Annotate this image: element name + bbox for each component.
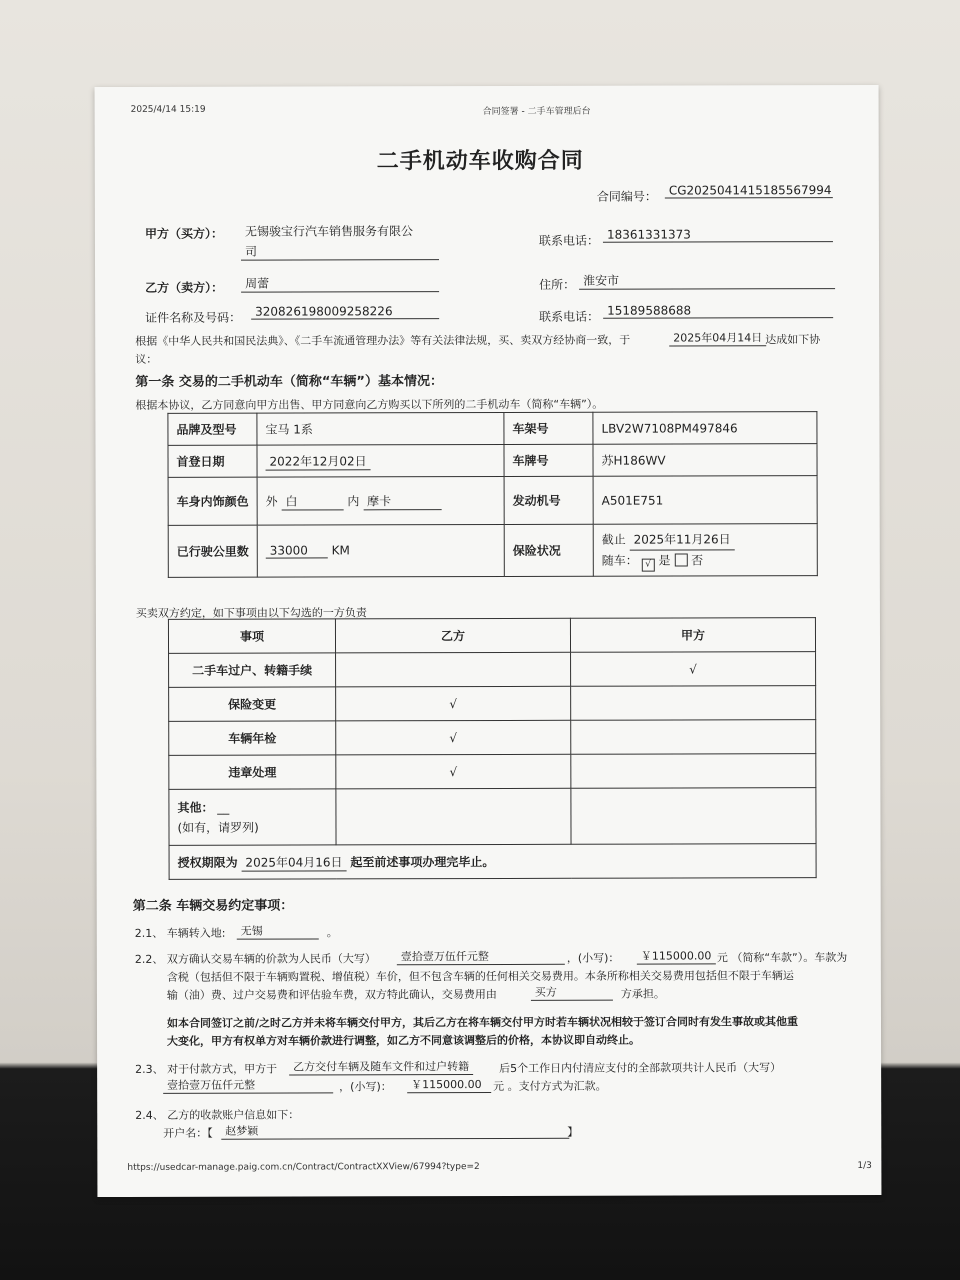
clause-2-3-text-a: 对于付款方式，甲方于: [167, 1062, 278, 1076]
int-color-value: 摩卡: [363, 492, 441, 510]
preamble-date: 2025年04月14日: [669, 329, 766, 346]
clause-2-2-num: 2.2、: [134, 952, 164, 966]
insurance-prefix: 截止: [601, 532, 626, 547]
account-holder-name: 赵梦颖: [221, 1122, 569, 1140]
other-cell: [169, 789, 336, 845]
other-a-cell: [571, 788, 816, 845]
brand-value: 宝马 1系: [257, 412, 504, 445]
clause-2-2-text-a: 双方确认交易车辆的价款为人民币（大写）: [166, 952, 376, 966]
contract-no-label: 合同编号：: [596, 189, 657, 204]
duty-b-mark: √: [336, 754, 571, 789]
party-a-phone: 18361331373: [603, 227, 833, 243]
clause-2-2-upper-amount: 壹拾壹万伍仟元整: [397, 948, 565, 965]
vin-value: LBV2W7108PM497846: [593, 412, 817, 445]
party-a-name-line1: 无锡骏宝行汽车销售服务有限公: [244, 224, 413, 239]
clause-2-1-end: 。: [326, 926, 338, 940]
vehicle-info-table: [167, 411, 817, 578]
account-holder-end: 】: [567, 1125, 579, 1139]
party-b-address-label: 住所：: [539, 277, 576, 292]
clause-2-1-value: 无锡: [237, 922, 319, 939]
footer-url: https://usedcar-manage.paig.com.cn/Contract/ContractXXView/67994?type=2: [127, 1162, 480, 1173]
account-holder-label: 开户名：【: [163, 1126, 213, 1140]
deadline-suffix: 起至前述事项办理完毕止。: [350, 854, 495, 869]
article1-heading: 第一条 交易的二手机动车（简称“车辆”）基本情况：: [135, 374, 443, 390]
footer-page-number: 1/3: [857, 1160, 872, 1172]
with-car-label: 随车：: [601, 553, 638, 568]
no-label: 否: [691, 552, 704, 567]
duty-item: 二手车过户、转籍手续: [169, 653, 336, 687]
article1-intro: 根据本协议，乙方同意向甲方出售、甲方同意向乙方购买以下所列的二手机动车（简称“车辆”）。: [135, 397, 604, 412]
clause-2-3-text-d: 元 。支付方式为汇款。: [493, 1079, 607, 1093]
clause-2-3-condition: 乙方交付车辆及随车文件和过户转籍: [289, 1058, 473, 1075]
engine-value: A501E751: [593, 476, 817, 525]
clause-2-2-bold-line1: 如本合同签订之前/之时乙方并未将车辆交付甲方，其后乙方在将车辆交付甲方时若车辆状况相较于签订合同时有发生事故或其他重: [166, 1015, 799, 1030]
vin-label: 车架号: [504, 412, 593, 444]
duties-col-a: 甲方: [570, 618, 815, 653]
party-b-phone: 15189588688: [603, 303, 833, 319]
deadline-date: 2025年04月16日: [241, 853, 346, 871]
checkbox-yes: √: [642, 558, 655, 571]
party-b-phone-label: 联系电话：: [539, 309, 600, 324]
mileage-unit: KM: [331, 543, 350, 558]
clause-2-2-line3b: 方承担。: [620, 987, 665, 1001]
clause-2-2-bold-line2: 大变化，甲方有权单方对车辆价款进行调整，如乙方不同意该调整后的价格，本协议即自动终止。: [167, 1033, 641, 1048]
insurance-label: 保险状况: [504, 524, 593, 576]
mileage-value: 33000: [266, 543, 328, 558]
duty-item: 车辆年检: [169, 721, 336, 755]
engine-label: 发动机号: [504, 476, 593, 524]
clause-2-3-num: 2.3、: [135, 1062, 164, 1076]
duty-item: 保险变更: [169, 687, 336, 721]
int-color-label: 内: [347, 493, 360, 508]
party-b-address: 淮安市: [579, 271, 835, 290]
clause-2-2-text-c: 元 （简称“车款”）。车款为: [716, 951, 848, 965]
duties-col-b: 乙方: [335, 618, 570, 653]
duty-a-mark: [571, 754, 816, 789]
clause-2-2-text-b: ，(小写)：: [566, 951, 620, 965]
reg-date-value: 2022年12月02日: [266, 452, 371, 470]
party-a-label: 甲方（买方）：: [144, 226, 223, 241]
other-label: 其他：: [177, 800, 214, 815]
duty-item: 违章处理: [169, 755, 336, 789]
contract-no: CG2025041415185567994: [665, 183, 833, 198]
checkbox-no: [674, 553, 687, 566]
plate-value: 苏H186WV: [593, 444, 817, 477]
party-a-name-line2: 司: [241, 242, 439, 261]
brand-label: 品牌及型号: [168, 413, 257, 445]
reg-date-label: 首登日期: [168, 445, 257, 477]
reg-date-cell: [257, 444, 504, 477]
contract-page: [95, 85, 882, 1197]
clause-2-2-lower-amount: ￥115000.00: [637, 947, 716, 964]
party-a-phone-label: 联系电话：: [538, 233, 599, 248]
duties-table: [168, 617, 817, 880]
clause-2-4-num: 2.4、: [135, 1108, 164, 1122]
ext-color-label: 外: [265, 494, 278, 509]
clause-2-3-text-b: 后5个工作日内付清应支付的全部款项共计人民币（大写）: [499, 1061, 782, 1075]
deadline-label: 授权期限为: [177, 855, 238, 870]
other-value: __: [217, 800, 230, 815]
clause-2-3-text-c: ，(小写)：: [339, 1080, 392, 1094]
print-datetime: 2025/4/14 15:19: [130, 104, 206, 115]
color-cell: [257, 476, 504, 525]
mileage-cell: [257, 524, 504, 577]
duty-b-mark: √: [336, 686, 571, 721]
party-b-label: 乙方（卖方）：: [145, 280, 224, 295]
clause-2-1-label: 车辆转入地:: [166, 926, 226, 940]
party-b-name: 周蕾: [241, 274, 439, 293]
clause-2-3-lower-amount: ￥115000.00: [407, 1076, 491, 1093]
duties-col-item: 事项: [168, 619, 335, 653]
preamble-text-line2: 议：: [135, 352, 158, 366]
insurance-date: 2025年11月26日: [630, 529, 735, 550]
duty-b-mark: [336, 652, 571, 687]
contract-title: 二手机动车收购合同: [376, 148, 584, 175]
print-page-title: 合同签署 - 二手车管理后台: [482, 106, 591, 118]
other-note: (如有，请罗列): [177, 820, 259, 835]
clause-2-3-upper-amount: 壹拾壹万伍仟元整: [163, 1076, 333, 1093]
yes-label: 是: [658, 553, 671, 568]
mileage-label: 已行驶公里数: [168, 525, 257, 577]
duty-b-mark: √: [336, 720, 571, 755]
article2-heading: 第二条 车辆交易约定事项：: [132, 898, 294, 914]
deadline-cell: [169, 844, 816, 880]
duty-a-mark: [571, 720, 816, 755]
duties-intro: 买卖双方约定，如下事项由以下勾选的一方负责: [135, 606, 367, 620]
preamble-text-after: 达成如下协: [765, 333, 821, 347]
clause-2-1-num: 2.1、: [134, 926, 164, 940]
plate-label: 车牌号: [504, 444, 593, 476]
clause-2-2-payer: 买方: [531, 984, 613, 1001]
insurance-cell: [593, 524, 817, 577]
clause-2-4-label: 乙方的收款账户信息如下：: [167, 1108, 300, 1122]
duty-a-mark: [571, 686, 816, 721]
ext-color-value: 白: [281, 492, 343, 510]
color-label: 车身内饰颜色: [168, 477, 257, 525]
clause-2-2-line2: 含税（包括但不限于车辆购置税、增值税）车价，但不包含车辆的任何相关交易费用。本条所称相关交易费用包括但不限于车辆运: [166, 969, 794, 984]
party-b-id-label: 证件名称及号码：: [145, 310, 242, 325]
party-b-id-no: 320826198009258226: [251, 304, 439, 319]
duty-a-mark: √: [571, 652, 816, 687]
other-b-cell: [336, 788, 571, 845]
clause-2-2-line3a: 输（油）费、过户交易费和评估验车费，双方特此确认，交易费用由: [166, 987, 497, 1002]
preamble-text: 根据《中华人民共和国民法典》、《二手车流通管理办法》等有关法律法规，买、卖双方经协商一致，于: [135, 333, 631, 348]
